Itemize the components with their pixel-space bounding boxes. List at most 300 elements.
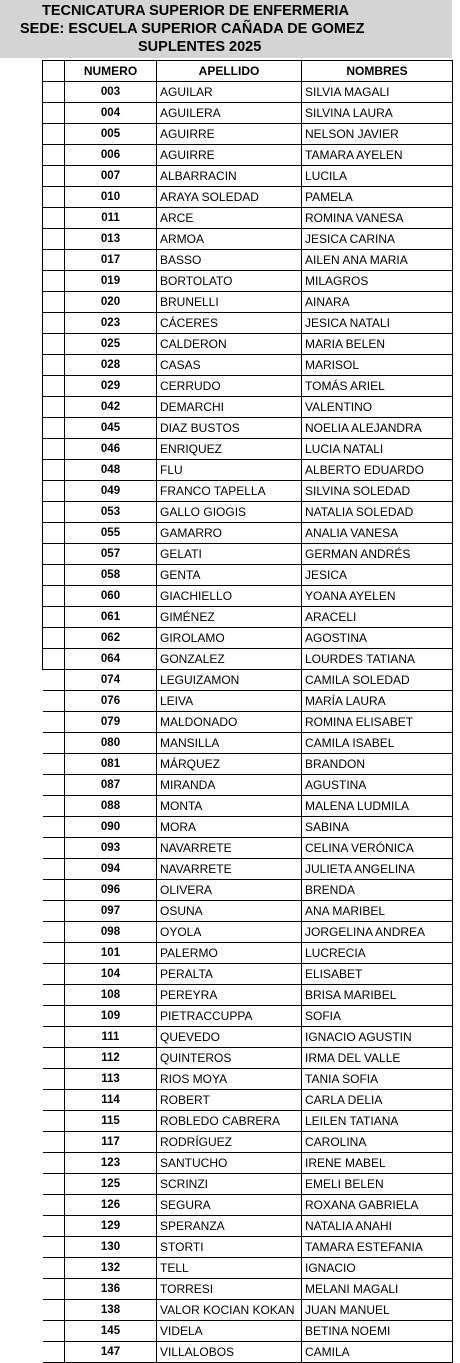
row-number: 023	[65, 313, 157, 334]
row-checkbox-cell	[43, 712, 65, 733]
institution-title: TECNICATURA SUPERIOR DE ENFERMERIA	[42, 3, 349, 19]
row-apellido: VILLALOBOS	[157, 1342, 302, 1363]
row-apellido: PEREYRA	[157, 985, 302, 1006]
row-checkbox-cell	[43, 124, 65, 145]
row-number: 130	[65, 1237, 157, 1258]
row-apellido: BASSO	[157, 250, 302, 271]
row-apellido: LEGUIZAMON	[157, 670, 302, 691]
row-apellido: SEGURA	[157, 1195, 302, 1216]
row-apellido: ARCE	[157, 208, 302, 229]
table-row	[43, 1006, 453, 1027]
row-nombres: BETINA NOEMI	[302, 1321, 453, 1342]
row-nombres: JESICA CARINA	[302, 229, 453, 250]
row-number: 125	[65, 1174, 157, 1195]
row-apellido: RIOS MOYA	[157, 1069, 302, 1090]
row-checkbox-cell	[43, 1279, 65, 1300]
table-row	[43, 1090, 453, 1111]
row-nombres: NOELIA ALEJANDRA	[302, 418, 453, 439]
row-number: 058	[65, 565, 157, 586]
row-apellido: ALBARRACIN	[157, 166, 302, 187]
row-number: 109	[65, 1006, 157, 1027]
row-nombres: CAROLINA	[302, 1132, 453, 1153]
row-checkbox-cell	[43, 985, 65, 1006]
row-checkbox-cell	[43, 943, 65, 964]
row-checkbox-cell	[43, 817, 65, 838]
row-number: 013	[65, 229, 157, 250]
table-row	[43, 1195, 453, 1216]
row-apellido: ROBERT	[157, 1090, 302, 1111]
row-apellido: QUINTEROS	[157, 1048, 302, 1069]
table-row	[43, 607, 453, 628]
row-number: 003	[65, 82, 157, 103]
row-checkbox-cell	[43, 1195, 65, 1216]
row-number: 057	[65, 544, 157, 565]
row-nombres: AGOSTINA	[302, 628, 453, 649]
row-number: 045	[65, 418, 157, 439]
row-checkbox-cell	[43, 229, 65, 250]
table-body	[43, 82, 453, 1363]
row-number: 115	[65, 1111, 157, 1132]
row-apellido: SANTUCHO	[157, 1153, 302, 1174]
table-row	[43, 1027, 453, 1048]
table-row	[43, 334, 453, 355]
row-apellido: CASAS	[157, 355, 302, 376]
row-apellido: OLIVERA	[157, 880, 302, 901]
row-checkbox-cell	[43, 649, 65, 670]
row-checkbox-cell	[43, 1300, 65, 1321]
table-row	[43, 628, 453, 649]
table-row	[43, 1174, 453, 1195]
table-row	[43, 985, 453, 1006]
row-apellido: BORTOLATO	[157, 271, 302, 292]
column-header-nombres: NOMBRES	[302, 61, 453, 82]
table-row	[43, 103, 453, 124]
row-checkbox-cell	[43, 460, 65, 481]
row-nombres: YOANA AYELEN	[302, 586, 453, 607]
table-row	[43, 1300, 453, 1321]
row-number: 025	[65, 334, 157, 355]
row-apellido: BRUNELLI	[157, 292, 302, 313]
row-number: 060	[65, 586, 157, 607]
column-header-apellido: APELLIDO	[157, 61, 302, 82]
table-row	[43, 502, 453, 523]
row-number: 004	[65, 103, 157, 124]
row-apellido: SCRINZI	[157, 1174, 302, 1195]
row-nombres: JESICA	[302, 565, 453, 586]
row-nombres: SILVINA SOLEDAD	[302, 481, 453, 502]
row-apellido: GIACHIELLO	[157, 586, 302, 607]
table-row	[43, 460, 453, 481]
row-nombres: SILVIA MAGALI	[302, 82, 453, 103]
row-checkbox-cell	[43, 397, 65, 418]
row-nombres: CARLA DELIA	[302, 1090, 453, 1111]
row-number: 093	[65, 838, 157, 859]
row-checkbox-cell	[43, 586, 65, 607]
table-row	[43, 418, 453, 439]
document-header	[0, 0, 452, 58]
table-row	[43, 817, 453, 838]
substitutes-table-container	[42, 60, 452, 1363]
row-apellido: PERALTA	[157, 964, 302, 985]
row-apellido: AGUILERA	[157, 103, 302, 124]
row-checkbox-cell	[43, 1342, 65, 1363]
row-checkbox-cell	[43, 859, 65, 880]
row-apellido: MÁRQUEZ	[157, 754, 302, 775]
row-apellido: MONTA	[157, 796, 302, 817]
table-row	[43, 1216, 453, 1237]
table-row	[43, 754, 453, 775]
row-number: 076	[65, 691, 157, 712]
row-number: 114	[65, 1090, 157, 1111]
row-number: 138	[65, 1300, 157, 1321]
row-number: 074	[65, 670, 157, 691]
row-apellido: AGUIRRE	[157, 145, 302, 166]
row-number: 062	[65, 628, 157, 649]
table-row	[43, 901, 453, 922]
row-nombres: BRISA MARIBEL	[302, 985, 453, 1006]
table-row	[43, 964, 453, 985]
row-nombres: TANIA SOFIA	[302, 1069, 453, 1090]
row-checkbox-cell	[43, 334, 65, 355]
row-nombres: NATALIA ANAHI	[302, 1216, 453, 1237]
row-checkbox-cell	[43, 607, 65, 628]
row-apellido: SPERANZA	[157, 1216, 302, 1237]
row-nombres: GERMAN ANDRÉS	[302, 544, 453, 565]
row-checkbox-cell	[43, 901, 65, 922]
row-checkbox-cell	[43, 166, 65, 187]
table-row	[43, 691, 453, 712]
table-row	[43, 943, 453, 964]
row-nombres: ROMINA ELISABET	[302, 712, 453, 733]
row-nombres: VALENTINO	[302, 397, 453, 418]
row-nombres: CAMILA ISABEL	[302, 733, 453, 754]
table-row	[43, 355, 453, 376]
row-checkbox-cell	[43, 418, 65, 439]
row-number: 005	[65, 124, 157, 145]
row-number: 132	[65, 1258, 157, 1279]
table-row	[43, 439, 453, 460]
row-checkbox-cell	[43, 292, 65, 313]
row-apellido: GELATI	[157, 544, 302, 565]
table-row	[43, 82, 453, 103]
row-number: 049	[65, 481, 157, 502]
row-nombres: CAMILA	[302, 1342, 453, 1363]
row-nombres: MALENA LUDMILA	[302, 796, 453, 817]
row-number: 064	[65, 649, 157, 670]
row-checkbox-cell	[43, 82, 65, 103]
row-nombres: MARISOL	[302, 355, 453, 376]
table-row	[43, 586, 453, 607]
row-number: 145	[65, 1321, 157, 1342]
row-apellido: STORTI	[157, 1237, 302, 1258]
row-nombres: IRENE MABEL	[302, 1153, 453, 1174]
row-nombres: JULIETA ANGELINA	[302, 859, 453, 880]
row-nombres: JESICA NATALI	[302, 313, 453, 334]
row-number: 108	[65, 985, 157, 1006]
table-row	[43, 124, 453, 145]
row-nombres: SILVINA LAURA	[302, 103, 453, 124]
row-nombres: TOMÁS ARIEL	[302, 376, 453, 397]
row-checkbox-cell	[43, 208, 65, 229]
row-number: 061	[65, 607, 157, 628]
row-nombres: ELISABET	[302, 964, 453, 985]
row-nombres: JUAN MANUEL	[302, 1300, 453, 1321]
row-nombres: ROXANA GABRIELA	[302, 1195, 453, 1216]
table-row	[43, 922, 453, 943]
selector-column-header	[43, 61, 65, 82]
row-nombres: ROMINA VANESA	[302, 208, 453, 229]
row-checkbox-cell	[43, 187, 65, 208]
row-number: 126	[65, 1195, 157, 1216]
row-nombres: BRANDON	[302, 754, 453, 775]
row-checkbox-cell	[43, 838, 65, 859]
table-row	[43, 1258, 453, 1279]
row-number: 046	[65, 439, 157, 460]
row-nombres: PAMELA	[302, 187, 453, 208]
row-nombres: JORGELINA ANDREA	[302, 922, 453, 943]
row-apellido: FLU	[157, 460, 302, 481]
row-number: 020	[65, 292, 157, 313]
row-apellido: TORRESI	[157, 1279, 302, 1300]
row-number: 010	[65, 187, 157, 208]
row-number: 088	[65, 796, 157, 817]
row-apellido: MIRANDA	[157, 775, 302, 796]
row-number: 096	[65, 880, 157, 901]
row-apellido: GAMARRO	[157, 523, 302, 544]
row-number: 019	[65, 271, 157, 292]
row-number: 094	[65, 859, 157, 880]
row-apellido: ENRIQUEZ	[157, 439, 302, 460]
row-apellido: ARAYA SOLEDAD	[157, 187, 302, 208]
row-checkbox-cell	[43, 1321, 65, 1342]
table-row	[43, 1048, 453, 1069]
table-row	[43, 1342, 453, 1363]
campus-title: SEDE: ESCUELA SUPERIOR CAÑADA DE GOMEZ	[20, 21, 365, 37]
row-number: 090	[65, 817, 157, 838]
row-nombres: MARIA BELEN	[302, 334, 453, 355]
row-nombres: ALBERTO EDUARDO	[302, 460, 453, 481]
row-apellido: GIROLAMO	[157, 628, 302, 649]
row-checkbox-cell	[43, 313, 65, 334]
row-checkbox-cell	[43, 964, 65, 985]
row-apellido: VALOR KOCIAN KOKAN	[157, 1300, 302, 1321]
table-row	[43, 733, 453, 754]
list-title: SUPLENTES 2025	[138, 39, 262, 55]
row-nombres: BRENDA	[302, 880, 453, 901]
row-checkbox-cell	[43, 733, 65, 754]
row-nombres: LEILEN TATIANA	[302, 1111, 453, 1132]
table-row	[43, 712, 453, 733]
table-row	[43, 1153, 453, 1174]
row-number: 101	[65, 943, 157, 964]
row-nombres: ARACELI	[302, 607, 453, 628]
row-nombres: CELINA VERÓNICA	[302, 838, 453, 859]
row-nombres: NELSON JAVIER	[302, 124, 453, 145]
row-apellido: CÁCERES	[157, 313, 302, 334]
row-checkbox-cell	[43, 754, 65, 775]
table-row	[43, 1279, 453, 1300]
row-nombres: MARÍA LAURA	[302, 691, 453, 712]
row-nombres: TAMARA AYELEN	[302, 145, 453, 166]
table-row	[43, 208, 453, 229]
row-apellido: CALDERON	[157, 334, 302, 355]
table-row	[43, 838, 453, 859]
row-number: 113	[65, 1069, 157, 1090]
table-row	[43, 1237, 453, 1258]
row-checkbox-cell	[43, 271, 65, 292]
table-row	[43, 1069, 453, 1090]
row-apellido: LEIVA	[157, 691, 302, 712]
row-checkbox-cell	[43, 439, 65, 460]
row-apellido: OSUNA	[157, 901, 302, 922]
row-number: 006	[65, 145, 157, 166]
row-nombres: LUCRECIA	[302, 943, 453, 964]
row-apellido: GALLO GIOGIS	[157, 502, 302, 523]
row-nombres: MILAGROS	[302, 271, 453, 292]
row-number: 097	[65, 901, 157, 922]
row-checkbox-cell	[43, 103, 65, 124]
row-apellido: DEMARCHI	[157, 397, 302, 418]
row-checkbox-cell	[43, 796, 65, 817]
row-checkbox-cell	[43, 691, 65, 712]
row-checkbox-cell	[43, 1174, 65, 1195]
row-number: 017	[65, 250, 157, 271]
row-number: 098	[65, 922, 157, 943]
row-nombres: CAMILA SOLEDAD	[302, 670, 453, 691]
row-checkbox-cell	[43, 544, 65, 565]
row-apellido: VIDELA	[157, 1321, 302, 1342]
row-nombres: NATALIA SOLEDAD	[302, 502, 453, 523]
table-row	[43, 313, 453, 334]
row-checkbox-cell	[43, 1111, 65, 1132]
table-row	[43, 649, 453, 670]
row-number: 080	[65, 733, 157, 754]
row-number: 028	[65, 355, 157, 376]
row-apellido: TELL	[157, 1258, 302, 1279]
row-number: 123	[65, 1153, 157, 1174]
row-checkbox-cell	[43, 775, 65, 796]
table-row	[43, 1132, 453, 1153]
row-number: 081	[65, 754, 157, 775]
row-checkbox-cell	[43, 1216, 65, 1237]
table-row	[43, 187, 453, 208]
row-nombres: ANA MARIBEL	[302, 901, 453, 922]
table-header-row	[43, 61, 453, 82]
row-apellido: RODRÍGUEZ	[157, 1132, 302, 1153]
table-row	[43, 1111, 453, 1132]
row-apellido: PIETRACCUPPA	[157, 1006, 302, 1027]
table-row	[43, 250, 453, 271]
row-checkbox-cell	[43, 250, 65, 271]
table-row	[43, 775, 453, 796]
row-number: 053	[65, 502, 157, 523]
table-row	[43, 229, 453, 250]
row-number: 048	[65, 460, 157, 481]
row-nombres: LUCIA NATALI	[302, 439, 453, 460]
row-checkbox-cell	[43, 145, 65, 166]
row-apellido: MANSILLA	[157, 733, 302, 754]
table-row	[43, 292, 453, 313]
table-row	[43, 859, 453, 880]
row-number: 117	[65, 1132, 157, 1153]
row-checkbox-cell	[43, 880, 65, 901]
row-checkbox-cell	[43, 628, 65, 649]
table-row	[43, 481, 453, 502]
row-checkbox-cell	[43, 1069, 65, 1090]
row-nombres: LUCILA	[302, 166, 453, 187]
row-nombres: MELANI MAGALI	[302, 1279, 453, 1300]
row-nombres: SOFIA	[302, 1006, 453, 1027]
row-apellido: MORA	[157, 817, 302, 838]
row-number: 042	[65, 397, 157, 418]
row-apellido: GENTA	[157, 565, 302, 586]
row-number: 029	[65, 376, 157, 397]
row-apellido: ROBLEDO CABRERA	[157, 1111, 302, 1132]
row-checkbox-cell	[43, 1153, 65, 1174]
row-number: 112	[65, 1048, 157, 1069]
row-nombres: AINARA	[302, 292, 453, 313]
table-row	[43, 523, 453, 544]
row-nombres: IGNACIO	[302, 1258, 453, 1279]
row-number: 104	[65, 964, 157, 985]
row-nombres: AGUSTINA	[302, 775, 453, 796]
row-checkbox-cell	[43, 1258, 65, 1279]
column-header-numero: NUMERO	[65, 61, 157, 82]
row-checkbox-cell	[43, 1027, 65, 1048]
row-number: 136	[65, 1279, 157, 1300]
row-number: 007	[65, 166, 157, 187]
row-number: 011	[65, 208, 157, 229]
row-checkbox-cell	[43, 1006, 65, 1027]
row-apellido: FRANCO TAPELLA	[157, 481, 302, 502]
row-nombres: IGNACIO AGUSTIN	[302, 1027, 453, 1048]
table-row	[43, 376, 453, 397]
table-row	[43, 271, 453, 292]
table-row	[43, 670, 453, 691]
row-number: 079	[65, 712, 157, 733]
row-nombres: IRMA DEL VALLE	[302, 1048, 453, 1069]
row-checkbox-cell	[43, 355, 65, 376]
row-apellido: NAVARRETE	[157, 859, 302, 880]
row-checkbox-cell	[43, 376, 65, 397]
row-apellido: NAVARRETE	[157, 838, 302, 859]
row-nombres: AILEN ANA MARIA	[302, 250, 453, 271]
table-row	[43, 796, 453, 817]
row-nombres: LOURDES TATIANA	[302, 649, 453, 670]
row-apellido: PALERMO	[157, 943, 302, 964]
row-apellido: ARMOA	[157, 229, 302, 250]
row-number: 055	[65, 523, 157, 544]
row-checkbox-cell	[43, 1090, 65, 1111]
row-checkbox-cell	[43, 922, 65, 943]
row-apellido: GONZALEZ	[157, 649, 302, 670]
row-nombres: EMELI BELEN	[302, 1174, 453, 1195]
row-checkbox-cell	[43, 1048, 65, 1069]
row-checkbox-cell	[43, 502, 65, 523]
row-number: 087	[65, 775, 157, 796]
row-checkbox-cell	[43, 670, 65, 691]
row-nombres: SABINA	[302, 817, 453, 838]
table-row	[43, 880, 453, 901]
row-nombres: TAMARA ESTEFANIA	[302, 1237, 453, 1258]
row-number: 111	[65, 1027, 157, 1048]
row-apellido: AGUILAR	[157, 82, 302, 103]
row-apellido: GIMÉNEZ	[157, 607, 302, 628]
row-apellido: QUEVEDO	[157, 1027, 302, 1048]
row-checkbox-cell	[43, 481, 65, 502]
table-row	[43, 1321, 453, 1342]
row-number: 129	[65, 1216, 157, 1237]
